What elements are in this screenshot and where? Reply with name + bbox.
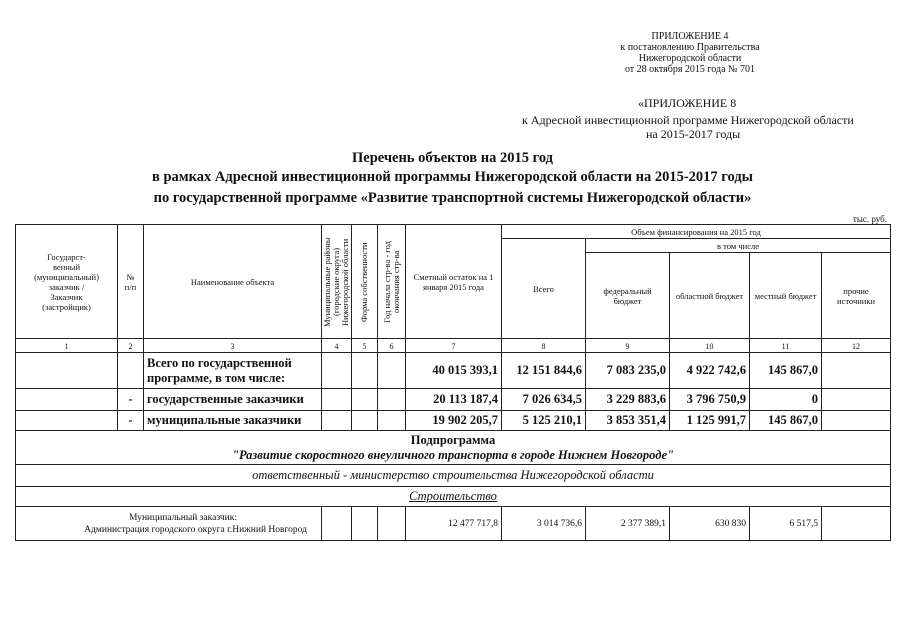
annex-8-line-2: к Адресной инвестиционной программе Нижегородской области xyxy=(522,113,854,127)
col-number: 9 xyxy=(586,339,670,353)
col-number: 1 xyxy=(16,339,118,353)
header-local: местный бюджет xyxy=(750,253,822,339)
annex-8-line-1: «ПРИЛОЖЕНИЕ 8 xyxy=(638,96,737,110)
subprogram-row xyxy=(16,431,891,465)
col-number: 7 xyxy=(406,339,502,353)
row-total: 7 026 634,5 xyxy=(502,389,586,411)
col-number: 8 xyxy=(502,339,586,353)
row-dash: - xyxy=(118,411,144,431)
annex-8-line-3: на 2015-2017 годы xyxy=(646,127,741,141)
row-dash xyxy=(118,353,144,389)
document-title-line-3: по государственной программе «Развитие транспортной системы Нижегородской области» xyxy=(153,190,752,206)
responsible-row xyxy=(16,465,891,487)
row-regional: 1 125 991,7 xyxy=(670,411,750,431)
table-row-state-customers xyxy=(16,389,891,411)
header-including: в том числе xyxy=(586,239,891,253)
row-other xyxy=(822,353,891,389)
row-federal: 3 229 883,6 xyxy=(586,389,670,411)
annex-line-1: ПРИЛОЖЕНИЕ 4 xyxy=(651,31,729,42)
row-balance: 20 113 187,4 xyxy=(406,389,502,411)
header-ownership: Форма собственности xyxy=(352,225,378,339)
objects-table xyxy=(15,224,891,541)
header-years: Год начала стр-ва - год окончания стр-ва xyxy=(378,225,406,339)
annex-line-3: Нижегородской области xyxy=(638,53,742,64)
row-other xyxy=(822,389,891,411)
municipal-local: 6 517,5 xyxy=(750,507,822,541)
annex-block xyxy=(560,31,820,75)
col-number: 12 xyxy=(822,339,891,353)
column-numbers-row xyxy=(16,339,891,353)
row-name: муниципальные заказчики xyxy=(144,411,322,431)
row-federal: 3 853 351,4 xyxy=(586,411,670,431)
row-name: государственные заказчики xyxy=(144,389,322,411)
subprogram-label: Подпрограмма xyxy=(410,432,496,447)
header-districts: Муниципальные районы (городские округа) Нижегородской области xyxy=(322,225,352,339)
row-federal: 7 083 235,0 xyxy=(586,353,670,389)
municipal-name: Администрация городского округа г.Нижний Новгород xyxy=(84,524,307,535)
municipal-federal: 2 377 389,1 xyxy=(586,507,670,541)
section-row xyxy=(16,487,891,507)
header-customer: Государст- венный (муниципальный) заказчик / Заказчик (застройщик) xyxy=(16,225,118,339)
document-title-line-1: Перечень объектов на 2015 год xyxy=(351,150,554,166)
table-row-municipal xyxy=(16,507,891,541)
municipal-other xyxy=(822,507,891,541)
row-total: 5 125 210,1 xyxy=(502,411,586,431)
header-other: прочие источники xyxy=(822,253,891,339)
header-regional: областной бюджет xyxy=(670,253,750,339)
header-funding: Объем финансирования на 2015 год xyxy=(502,225,891,239)
row-dash: - xyxy=(118,389,144,411)
row-total: 12 151 844,6 xyxy=(502,353,586,389)
header-total: Всего xyxy=(502,239,586,339)
row-name: Всего по государственной программе, в том числе: xyxy=(144,353,322,389)
annex-line-4: от 28 октября 2015 года № 701 xyxy=(624,64,756,75)
row-regional: 3 796 750,9 xyxy=(670,389,750,411)
row-local: 145 867,0 xyxy=(750,411,822,431)
col-number: 5 xyxy=(352,339,378,353)
municipal-label: Муниципальный заказчик: xyxy=(128,512,238,523)
header-name: Наименование объекта xyxy=(144,225,322,339)
table-row-municipal-customers xyxy=(16,411,891,431)
unit-label: тыс. руб. xyxy=(852,214,887,224)
document-title-line-2: в рамках Адресной инвестиционной программы Нижегородской области на 2015-2017 годы xyxy=(151,169,754,185)
col-number: 11 xyxy=(750,339,822,353)
table-row-total xyxy=(16,353,891,389)
row-local: 145 867,0 xyxy=(750,353,822,389)
col-number: 2 xyxy=(118,339,144,353)
col-number: 6 xyxy=(378,339,406,353)
row-local: 0 xyxy=(750,389,822,411)
row-balance: 40 015 393,1 xyxy=(406,353,502,389)
header-balance: Сметный остаток на 1 января 2015 года xyxy=(406,225,502,339)
header-federal: федеральный бюджет xyxy=(586,253,670,339)
row-balance: 19 902 205,7 xyxy=(406,411,502,431)
row-regional: 4 922 742,6 xyxy=(670,353,750,389)
municipal-total: 3 014 736,6 xyxy=(502,507,586,541)
col-number: 3 xyxy=(144,339,322,353)
section-label: Строительство xyxy=(16,487,891,507)
municipal-customer xyxy=(16,507,322,541)
responsible-label: ответственный - министерство строительства Нижегородской области xyxy=(16,465,891,487)
municipal-regional: 630 830 xyxy=(670,507,750,541)
col-number: 10 xyxy=(670,339,750,353)
header-num: № п/п xyxy=(118,225,144,339)
row-other xyxy=(822,411,891,431)
col-number: 4 xyxy=(322,339,352,353)
annex-line-2: к постановлению Правительства xyxy=(620,42,760,53)
subprogram-name: "Развитие скоростного внеуличного транспорта в городе Нижнем Новгороде" xyxy=(232,447,674,462)
municipal-balance: 12 477 717,8 xyxy=(406,507,502,541)
